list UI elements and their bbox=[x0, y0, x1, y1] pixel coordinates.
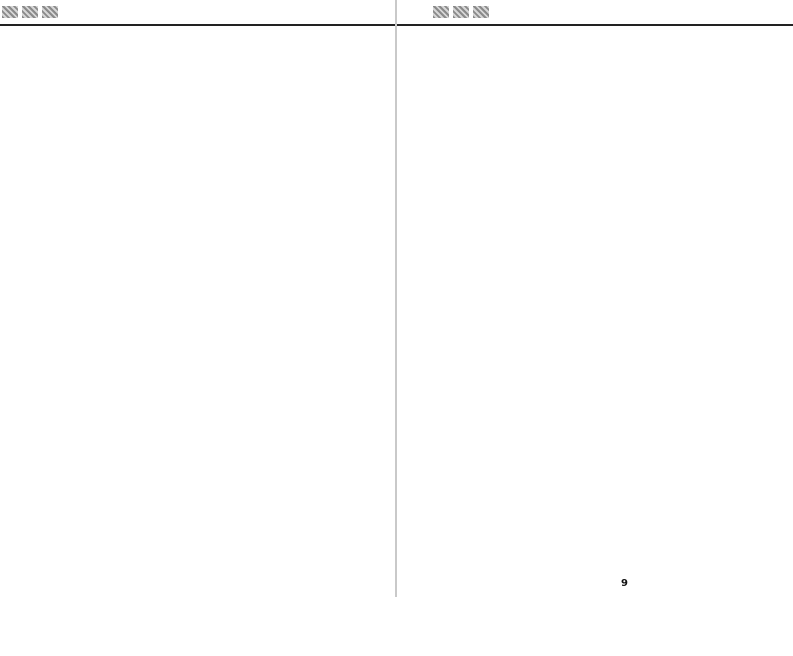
text-line bbox=[413, 612, 769, 632]
text-line bbox=[20, 306, 372, 326]
right-page bbox=[397, 0, 793, 597]
text-line bbox=[20, 354, 372, 374]
text-line bbox=[413, 82, 769, 102]
text-line bbox=[413, 346, 769, 366]
text-line bbox=[413, 178, 769, 198]
text-line bbox=[20, 70, 372, 90]
page-number: 9 bbox=[621, 578, 628, 589]
text-line bbox=[413, 58, 769, 78]
text-line bbox=[413, 564, 769, 584]
text-line bbox=[413, 516, 769, 536]
text-line bbox=[20, 330, 372, 350]
text-line bbox=[413, 444, 769, 464]
header-ornament bbox=[433, 6, 449, 18]
header-ornament bbox=[2, 6, 18, 18]
header-ornament bbox=[42, 6, 58, 18]
text-line bbox=[413, 370, 769, 390]
header-rule bbox=[397, 24, 793, 26]
text-line bbox=[20, 143, 372, 163]
text-line bbox=[413, 492, 769, 512]
text-line bbox=[413, 468, 769, 488]
text-line bbox=[413, 298, 769, 318]
text-line bbox=[413, 202, 769, 222]
text-line bbox=[413, 34, 769, 54]
text-line bbox=[20, 215, 372, 235]
header-ornament bbox=[22, 6, 38, 18]
text-line bbox=[413, 154, 769, 174]
text-line bbox=[413, 420, 769, 440]
text-line bbox=[413, 130, 769, 150]
text-line bbox=[20, 94, 372, 114]
text-line bbox=[20, 498, 372, 518]
text-line bbox=[413, 588, 769, 608]
text-line bbox=[413, 322, 769, 342]
text-line bbox=[413, 226, 769, 246]
text-line bbox=[20, 282, 372, 302]
text-line bbox=[20, 258, 372, 278]
header-ornament bbox=[453, 6, 469, 18]
text-line bbox=[20, 531, 372, 551]
left-page bbox=[0, 0, 396, 597]
text-line bbox=[413, 394, 769, 414]
text-line bbox=[20, 191, 372, 211]
text-line bbox=[413, 540, 769, 560]
header-ornament bbox=[473, 6, 489, 18]
preface-title-block bbox=[0, 40, 396, 62]
text-line bbox=[20, 474, 372, 494]
header-rule bbox=[0, 24, 396, 26]
text-line bbox=[20, 579, 372, 599]
text-line bbox=[413, 636, 769, 656]
text-line bbox=[20, 119, 372, 139]
text-line bbox=[20, 450, 372, 470]
text-line bbox=[20, 167, 372, 187]
text-line bbox=[20, 555, 372, 575]
text-line bbox=[20, 402, 372, 422]
text-line bbox=[20, 426, 372, 446]
text-line bbox=[413, 274, 769, 294]
text-line bbox=[413, 250, 769, 270]
text-line bbox=[20, 378, 372, 398]
text-line bbox=[413, 106, 769, 126]
